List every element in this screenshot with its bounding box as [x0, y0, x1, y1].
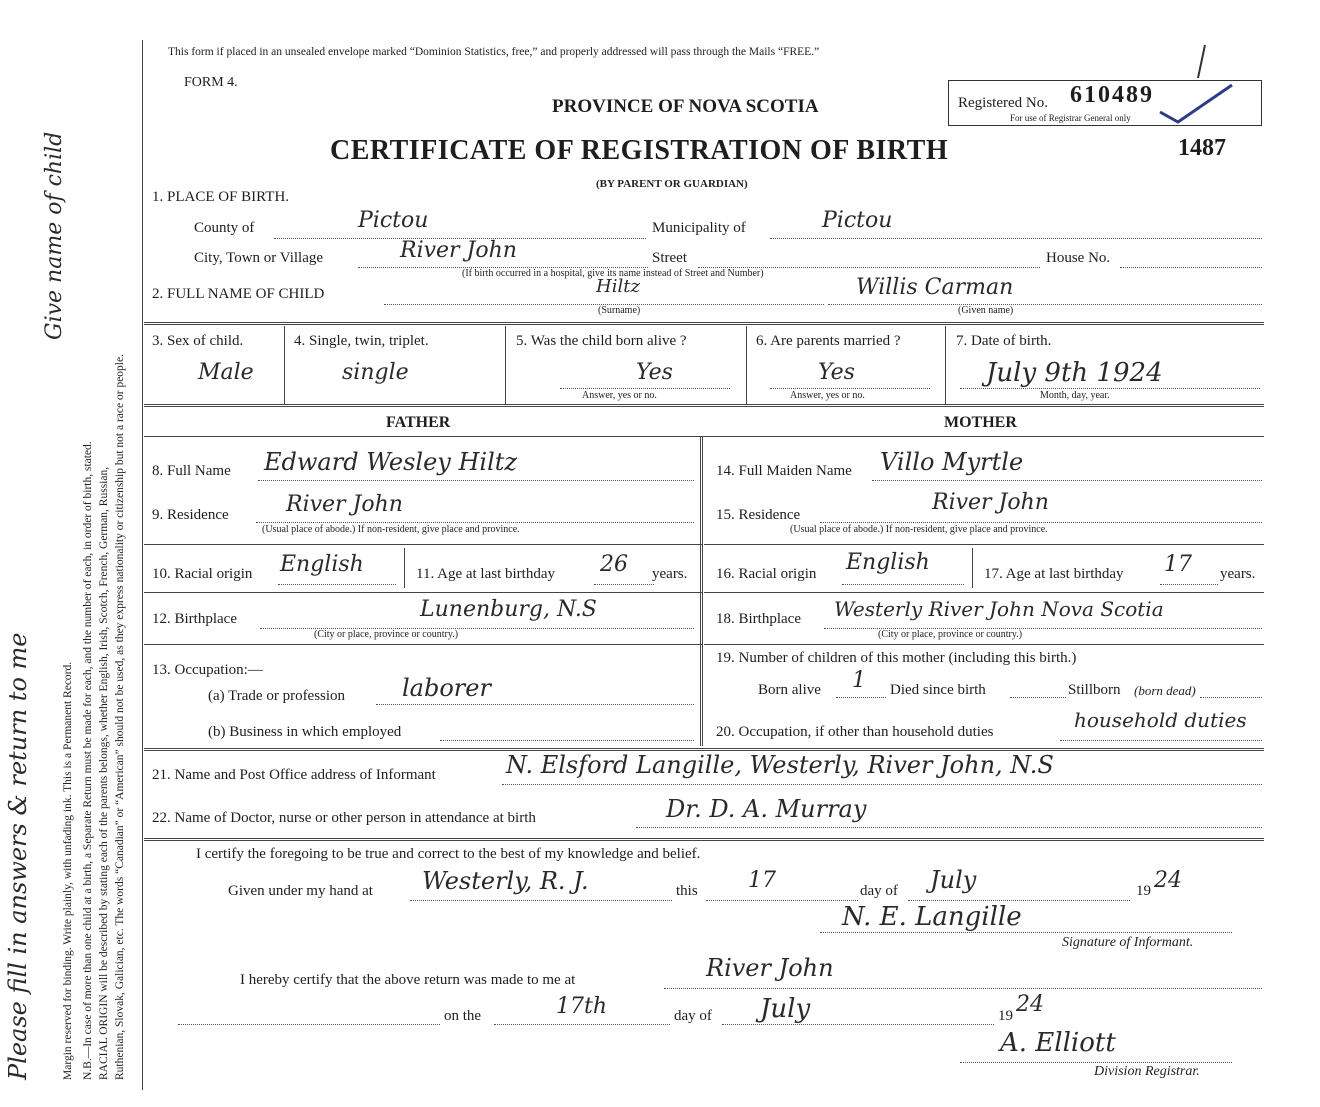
- municipality-value: Pictou: [822, 208, 893, 233]
- parents-divider: [700, 436, 703, 746]
- informant-value: N. Elsford Langille, Westerly, River John, N.S: [506, 751, 1054, 779]
- municipality-label: Municipality of: [652, 220, 746, 236]
- hospital-note: (If birth occurred in a hospital, give its name instead of Street and Number): [462, 268, 764, 279]
- page-subtitle: (BY PARENT OR GUARDIAN): [596, 178, 748, 190]
- parents-married-label: 6. Are parents married ?: [756, 333, 901, 349]
- father-heading: FATHER: [386, 414, 451, 431]
- mail-notice: This form if placed in an unsealed envelope marked “Dominion Statistics, free,” and properly addressed will pass through the Mails “FREE.”: [168, 46, 820, 58]
- house-no-label: House No.: [1046, 250, 1111, 266]
- registered-no-value: 610489: [1070, 82, 1154, 108]
- registrar-day-of-label: day of: [674, 1008, 712, 1024]
- given-day-value: 17: [748, 868, 776, 893]
- mother-name-value: Villo Myrtle: [880, 448, 1024, 476]
- registrar-signature-caption: Division Registrar.: [1094, 1064, 1200, 1079]
- father-name-value: Edward Wesley Hiltz: [264, 448, 518, 476]
- dob-caption: Month, day, year.: [1040, 390, 1110, 401]
- margin-handwritten-note-2: Give name of child: [42, 131, 67, 340]
- mother-heading: MOTHER: [944, 414, 1017, 431]
- margin-racial-note-1: RACIAL ORIGIN will be described by stating each of the parents belongs, whether English, Irish, Scotch, French, German, Russian,: [98, 466, 110, 1080]
- child-name-label: 2. FULL NAME OF CHILD: [152, 286, 325, 302]
- mother-residence-label: 15. Residence: [716, 507, 801, 523]
- registrar-year-value: 24: [1016, 992, 1044, 1017]
- given-place-value: Westerly, R. J.: [422, 867, 589, 895]
- sex-label: 3. Sex of child.: [152, 333, 244, 349]
- registrar-year-prefix: 19: [998, 1008, 1013, 1024]
- father-residence-value: River John: [286, 492, 403, 517]
- child-surname: Hiltz: [596, 276, 640, 297]
- father-birthplace-value: Lunenburg, N.S: [420, 597, 597, 622]
- this-label: this: [676, 883, 698, 899]
- margin-handwritten-note-1: Please fill in answers & return to me: [4, 632, 32, 1080]
- registrar-use-note: For use of Registrar General only: [1010, 113, 1131, 123]
- given-under-hand-label: Given under my hand at: [228, 883, 373, 899]
- file-number: 1487: [1178, 135, 1226, 161]
- registrar-statement: I hereby certify that the above return was made to me at: [240, 972, 576, 988]
- father-residence-label: 9. Residence: [152, 507, 229, 523]
- died-since-birth-label: Died since birth: [890, 682, 986, 698]
- street-label: Street: [652, 250, 687, 266]
- form-left-border: [142, 40, 143, 1090]
- day-of-label: day of: [860, 883, 898, 899]
- mother-age-value: 17: [1164, 552, 1192, 577]
- county-value: Pictou: [358, 208, 429, 233]
- registrar-day-value: 17th: [556, 994, 608, 1019]
- informant-signature-caption: Signature of Informant.: [1062, 935, 1194, 950]
- father-age-unit: years.: [652, 566, 688, 582]
- child-given-name: Willis Carman: [856, 275, 1014, 300]
- father-business-label: (b) Business in which employed: [208, 724, 402, 740]
- mother-age-unit: years.: [1220, 566, 1256, 582]
- born-alive-value: Yes: [636, 360, 673, 385]
- place-of-birth-heading: 1. PLACE OF BIRTH.: [152, 189, 290, 205]
- mother-name-label: 14. Full Maiden Name: [716, 463, 852, 479]
- plurality-label: 4. Single, twin, triplet.: [294, 333, 429, 349]
- mother-residence-value: River John: [932, 490, 1049, 515]
- mother-race-value: English: [846, 550, 930, 575]
- father-birthplace-caption: (City or place, province or country.): [314, 629, 459, 640]
- registrar-signature: A. Elliott: [1000, 1028, 1116, 1058]
- mother-occupation-value: household duties: [1074, 708, 1247, 732]
- mother-birthplace-caption: (City or place, province or country.): [878, 629, 1023, 640]
- father-occupation-label: 13. Occupation:—: [152, 662, 263, 678]
- informant-signature: N. E. Langille: [842, 902, 1022, 932]
- born-alive-label: 5. Was the child born alive ?: [516, 333, 687, 349]
- margin-binding-note: Margin reserved for binding. Write plainly, with unfading ink. This is a Permanent Record.: [62, 661, 74, 1080]
- born-alive-count-value: 1: [852, 668, 866, 693]
- mother-race-label: 16. Racial origin: [716, 566, 817, 582]
- doctor-value: Dr. D. A. Murray: [666, 795, 867, 823]
- father-birthplace-label: 12. Birthplace: [152, 611, 237, 627]
- informant-label: 21. Name and Post Office address of Informant: [152, 767, 436, 783]
- father-race-value: English: [280, 552, 364, 577]
- year-prefix: 19: [1136, 883, 1151, 899]
- registrar-place-value: River John: [706, 954, 834, 982]
- on-the-label: on the: [444, 1008, 482, 1024]
- row-divider: [144, 322, 1264, 325]
- mother-occupation-label: 20. Occupation, if other than household duties: [716, 724, 994, 740]
- county-label: County of: [194, 220, 255, 236]
- given-year-value: 24: [1154, 868, 1182, 893]
- parents-married-value: Yes: [818, 360, 855, 385]
- parents-married-caption: Answer, yes or no.: [790, 390, 865, 401]
- registrar-month-value: July: [760, 994, 811, 1024]
- father-age-value: 26: [600, 552, 628, 577]
- check-mark-icon: [1150, 40, 1240, 130]
- margin-racial-note-2: Ruthenian, Slovak, Galician, etc. The words “Canadian” or “American” should not be used, as they express nationality or citizenship but not a race or people.: [114, 354, 126, 1080]
- mother-birthplace-label: 18. Birthplace: [716, 611, 801, 627]
- stillborn-label: Stillborn: [1068, 682, 1121, 698]
- registered-no-label: Registered No.: [958, 95, 1048, 111]
- given-name-caption: (Given name): [958, 305, 1014, 316]
- father-trade-label: (a) Trade or profession: [208, 688, 346, 704]
- father-race-label: 10. Racial origin: [152, 566, 253, 582]
- father-residence-caption: (Usual place of abode.) If non-resident, give place and province.: [262, 524, 520, 535]
- dob-value: July 9th 1924: [986, 358, 1163, 388]
- father-age-label: 11. Age at last birthday: [416, 566, 555, 582]
- father-trade-value: laborer: [402, 674, 491, 702]
- margin-nb-note: N.B.—In case of more than one child at a birth, a Separate Return must be made for each, and the number of each, in order of birth, stated.: [82, 441, 94, 1080]
- surname-caption: (Surname): [598, 305, 641, 316]
- born-alive-caption: Answer, yes or no.: [582, 390, 657, 401]
- father-name-label: 8. Full Name: [152, 463, 231, 479]
- form-number: FORM 4.: [184, 75, 238, 90]
- mother-birthplace-value: Westerly River John Nova Scotia: [834, 597, 1164, 621]
- province-heading: PROVINCE OF NOVA SCOTIA: [552, 96, 819, 117]
- city-label: City, Town or Village: [194, 250, 324, 266]
- mother-age-label: 17. Age at last birthday: [984, 566, 1124, 582]
- sex-value: Male: [198, 360, 254, 385]
- mother-residence-caption: (Usual place of abode.) If non-resident, give place and province.: [790, 524, 1048, 535]
- mother-children-label: 19. Number of children of this mother (including this birth.): [716, 650, 1077, 666]
- doctor-label: 22. Name of Doctor, nurse or other person in attendance at birth: [152, 810, 536, 826]
- page-title: CERTIFICATE OF REGISTRATION OF BIRTH: [330, 135, 949, 166]
- city-value: River John: [400, 238, 517, 263]
- plurality-value: single: [342, 360, 409, 385]
- certify-statement: I certify the foregoing to be true and correct to the best of my knowledge and belief.: [196, 846, 701, 862]
- stillborn-note: (born dead): [1134, 683, 1196, 698]
- born-alive-count-label: Born alive: [758, 682, 821, 698]
- dob-label: 7. Date of birth.: [956, 333, 1052, 349]
- given-month-value: July: [930, 866, 977, 894]
